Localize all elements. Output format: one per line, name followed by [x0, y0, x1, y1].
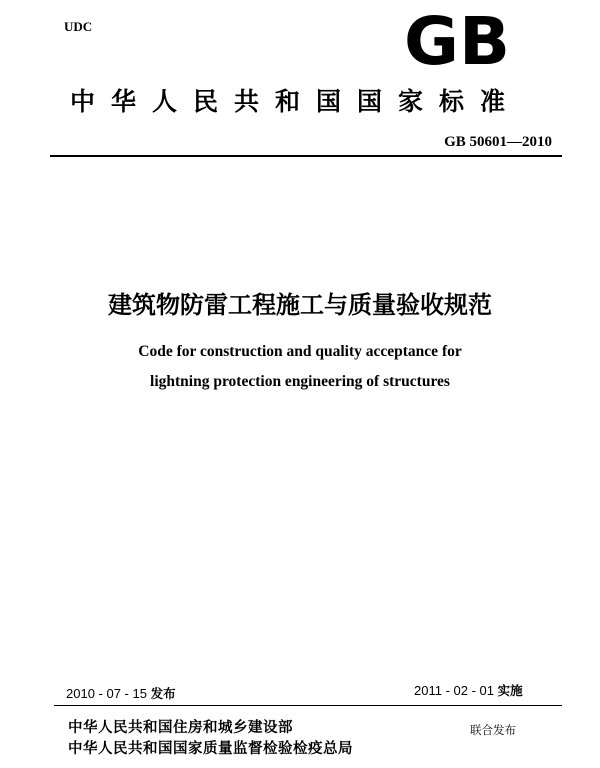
gb-logo-text: GB [404, 12, 510, 68]
implement-date-row [414, 681, 523, 699]
implement-label: 实施 [497, 683, 523, 698]
publish-label: 发布 [150, 686, 176, 701]
gb-logo [402, 12, 512, 68]
standard-number: GB 50601—2010 [444, 134, 552, 150]
title-english-line-1: Code for construction and quality acceptance for [138, 343, 462, 360]
title-chinese: 建筑物防雷工程施工与质量验收规范 [108, 290, 492, 319]
publish-date: 2010 - 07 - 15 [66, 686, 147, 701]
title-english-line-2: lightning protection engineering of structures [150, 373, 450, 390]
issuer-2: 中华人民共和国国家质量监督检验检疫总局 [68, 741, 353, 757]
issuer-1: 中华人民共和国住房和城乡建设部 [68, 720, 293, 736]
joint-issue-label: 联合发布 [470, 723, 516, 737]
publish-date-row [66, 684, 176, 702]
footer-divider [54, 705, 562, 706]
standard-type-heading: 中华人民共和国国家标准 [70, 87, 522, 116]
implement-date: 2011 - 02 - 01 [414, 683, 494, 698]
header-divider [50, 155, 562, 157]
udc-label: UDC [64, 19, 93, 34]
